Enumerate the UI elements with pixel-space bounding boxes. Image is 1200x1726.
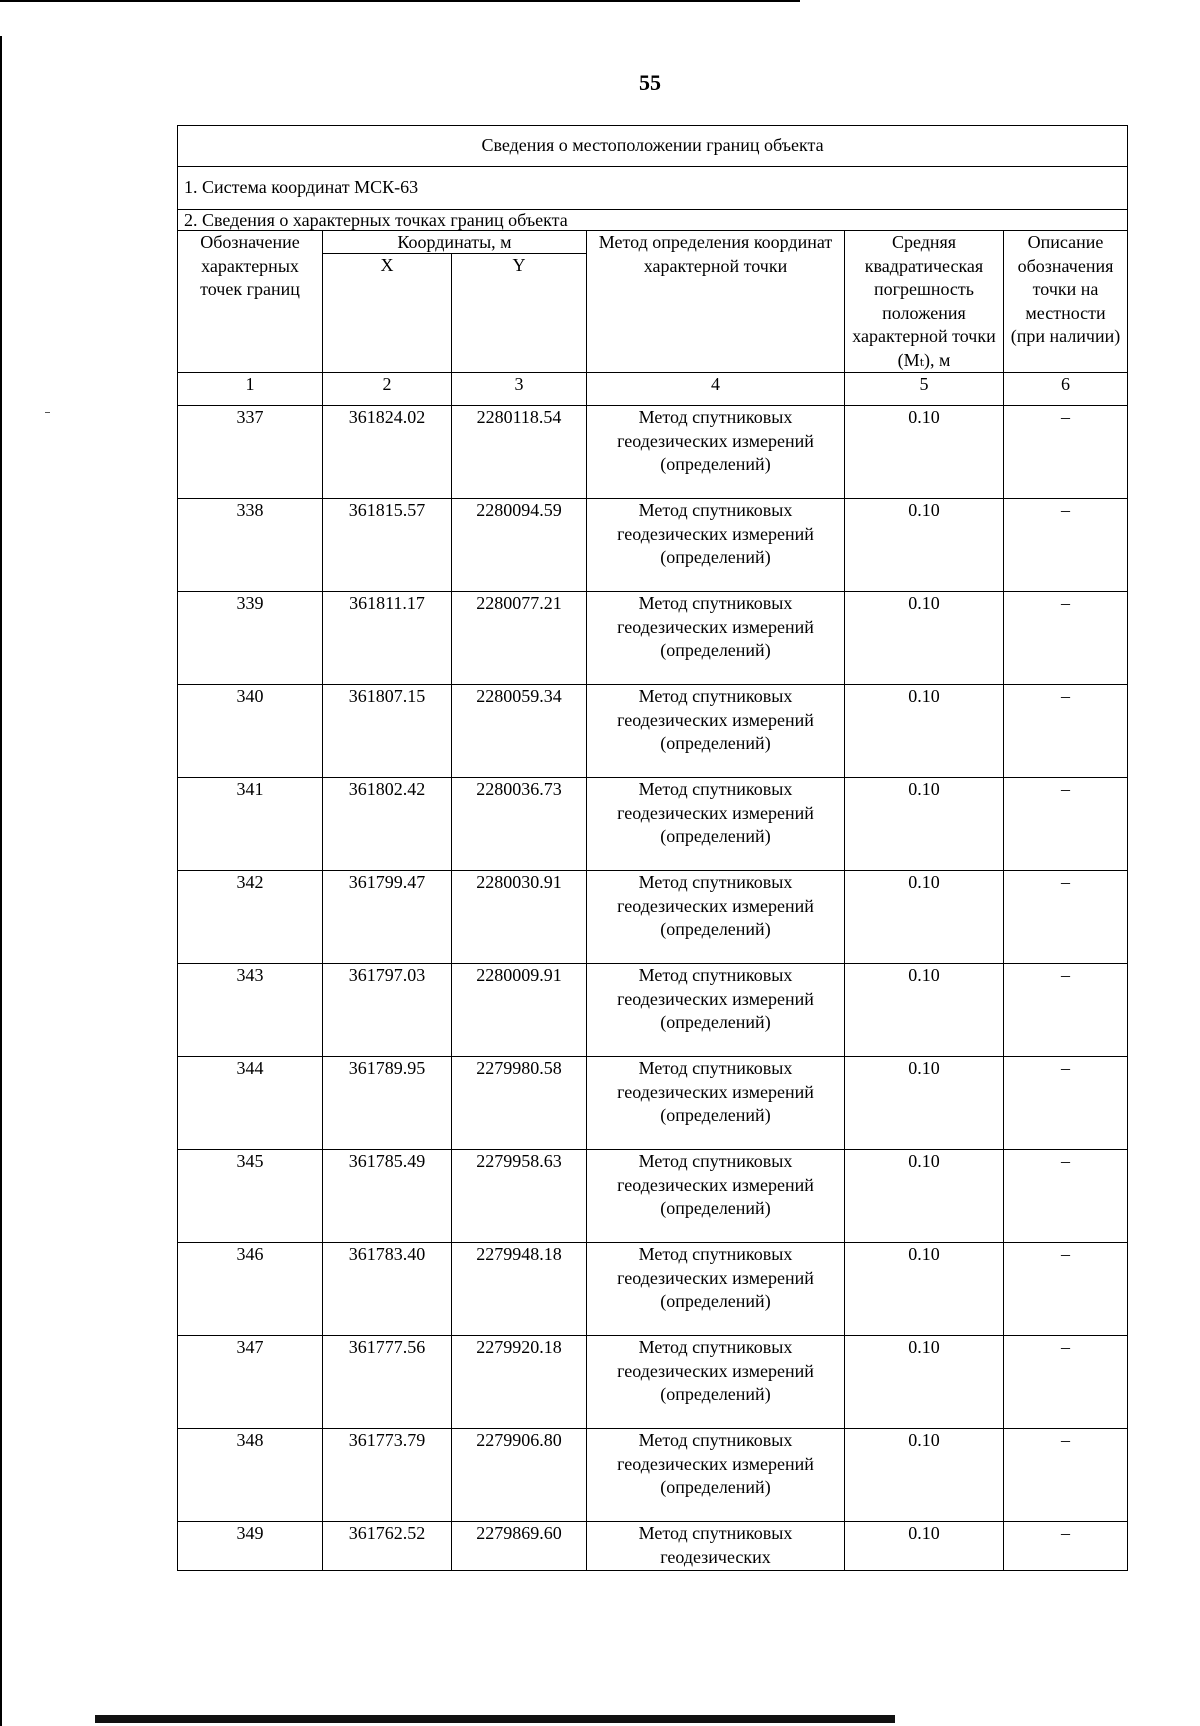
cell-description: –: [1004, 406, 1128, 499]
cell-method: Метод спутниковых геодезических измерений (определений): [587, 406, 845, 499]
cell-y: 2280036.73: [452, 778, 587, 871]
cell-y: 2279980.58: [452, 1057, 587, 1150]
cell-x: 361762.52: [323, 1522, 452, 1571]
scan-artifact: [45, 412, 50, 413]
left-edge-rule: [0, 36, 2, 1726]
table-row: [178, 499, 1128, 592]
table-row: [178, 592, 1128, 685]
cell-x: 361799.47: [323, 871, 452, 964]
cell-point: 345: [178, 1150, 323, 1243]
table-title: Сведения о местоположении границ объекта: [178, 126, 1128, 167]
cell-description: –: [1004, 964, 1128, 1057]
cell-point: 346: [178, 1243, 323, 1336]
cell-method: Метод спутниковых геодезических измерений (определений): [587, 871, 845, 964]
cell-point: 339: [178, 592, 323, 685]
cell-method: Метод спутниковых геодезических: [587, 1522, 845, 1571]
cell-x: 361783.40: [323, 1243, 452, 1336]
column-number: 3: [452, 373, 587, 406]
table-row: [178, 685, 1128, 778]
cell-point: 343: [178, 964, 323, 1057]
cell-y: 2279906.80: [452, 1429, 587, 1522]
cell-point: 341: [178, 778, 323, 871]
cell-method: Метод спутниковых геодезических измерений (определений): [587, 964, 845, 1057]
table-row: [178, 406, 1128, 499]
cell-error: 0.10: [845, 778, 1004, 871]
header-error: Средняя квадратическая погрешность положения характерной точки (Mₜ), м: [845, 231, 1004, 373]
header-y: Y: [452, 254, 587, 373]
cell-point: 338: [178, 499, 323, 592]
cell-method: Метод спутниковых геодезических измерений (определений): [587, 1150, 845, 1243]
table-row: [178, 871, 1128, 964]
cell-error: 0.10: [845, 1522, 1004, 1571]
cell-error: 0.10: [845, 871, 1004, 964]
top-edge-rule: [0, 0, 800, 2]
cell-point: 340: [178, 685, 323, 778]
cell-description: –: [1004, 871, 1128, 964]
scan-bottom-artifact: [95, 1715, 895, 1723]
cell-x: 361773.79: [323, 1429, 452, 1522]
table-row: [178, 1522, 1128, 1571]
cell-error: 0.10: [845, 1336, 1004, 1429]
points-section-label: 2. Сведения о характерных точках границ объекта: [178, 210, 1128, 231]
cell-method: Метод спутниковых геодезических измерений (определений): [587, 1336, 845, 1429]
cell-method: Метод спутниковых геодезических измерений (определений): [587, 1057, 845, 1150]
cell-y: 2279869.60: [452, 1522, 587, 1571]
header-method: Метод определения координат характерной точки: [587, 231, 845, 373]
cell-method: Метод спутниковых геодезических измерений (определений): [587, 1429, 845, 1522]
cell-y: 2280094.59: [452, 499, 587, 592]
cell-error: 0.10: [845, 1243, 1004, 1336]
cell-x: 361824.02: [323, 406, 452, 499]
table-row: [178, 1150, 1128, 1243]
column-number-row: [178, 373, 1128, 406]
cell-y: 2280118.54: [452, 406, 587, 499]
cell-point: 342: [178, 871, 323, 964]
cell-description: –: [1004, 1522, 1128, 1571]
boundary-points-table: [177, 125, 1128, 1571]
cell-method: Метод спутниковых геодезических измерений (определений): [587, 499, 845, 592]
cell-error: 0.10: [845, 1057, 1004, 1150]
cell-description: –: [1004, 685, 1128, 778]
cell-method: Метод спутниковых геодезических измерений (определений): [587, 1243, 845, 1336]
column-number: 1: [178, 373, 323, 406]
table-row: [178, 964, 1128, 1057]
cell-error: 0.10: [845, 499, 1004, 592]
cell-description: –: [1004, 1150, 1128, 1243]
cell-error: 0.10: [845, 1150, 1004, 1243]
cell-y: 2280030.91: [452, 871, 587, 964]
cell-description: –: [1004, 499, 1128, 592]
cell-x: 361815.57: [323, 499, 452, 592]
header-coords: Координаты, м: [323, 231, 587, 254]
coordinate-system-label: 1. Система координат МСК-63: [178, 167, 1128, 210]
cell-method: Метод спутниковых геодезических измерений (определений): [587, 592, 845, 685]
cell-x: 361802.42: [323, 778, 452, 871]
cell-description: –: [1004, 1429, 1128, 1522]
table-row: [178, 1057, 1128, 1150]
cell-error: 0.10: [845, 1429, 1004, 1522]
cell-description: –: [1004, 592, 1128, 685]
column-number: 6: [1004, 373, 1128, 406]
cell-y: 2279920.18: [452, 1336, 587, 1429]
cell-point: 349: [178, 1522, 323, 1571]
cell-x: 361777.56: [323, 1336, 452, 1429]
cell-y: 2279958.63: [452, 1150, 587, 1243]
cell-point: 337: [178, 406, 323, 499]
table-row: [178, 778, 1128, 871]
header-x: X: [323, 254, 452, 373]
cell-x: 361785.49: [323, 1150, 452, 1243]
cell-y: 2280009.91: [452, 964, 587, 1057]
cell-y: 2279948.18: [452, 1243, 587, 1336]
cell-error: 0.10: [845, 592, 1004, 685]
column-number: 5: [845, 373, 1004, 406]
column-number: 4: [587, 373, 845, 406]
cell-description: –: [1004, 1057, 1128, 1150]
table-row: [178, 1429, 1128, 1522]
cell-method: Метод спутниковых геодезических измерений (определений): [587, 685, 845, 778]
cell-error: 0.10: [845, 685, 1004, 778]
table-row: [178, 1336, 1128, 1429]
cell-error: 0.10: [845, 964, 1004, 1057]
cell-point: 348: [178, 1429, 323, 1522]
header-description: Описание обозначения точки на местности (при наличии): [1004, 231, 1128, 373]
header-point: Обозначение характерных точек границ: [178, 231, 323, 373]
table-row: [178, 1243, 1128, 1336]
cell-description: –: [1004, 1243, 1128, 1336]
cell-x: 361811.17: [323, 592, 452, 685]
cell-y: 2280077.21: [452, 592, 587, 685]
cell-error: 0.10: [845, 406, 1004, 499]
cell-method: Метод спутниковых геодезических измерений (определений): [587, 778, 845, 871]
cell-y: 2280059.34: [452, 685, 587, 778]
cell-point: 344: [178, 1057, 323, 1150]
column-number: 2: [323, 373, 452, 406]
cell-description: –: [1004, 1336, 1128, 1429]
cell-x: 361789.95: [323, 1057, 452, 1150]
cell-x: 361797.03: [323, 964, 452, 1057]
cell-description: –: [1004, 778, 1128, 871]
page-number: 55: [639, 70, 661, 95]
cell-point: 347: [178, 1336, 323, 1429]
cell-x: 361807.15: [323, 685, 452, 778]
